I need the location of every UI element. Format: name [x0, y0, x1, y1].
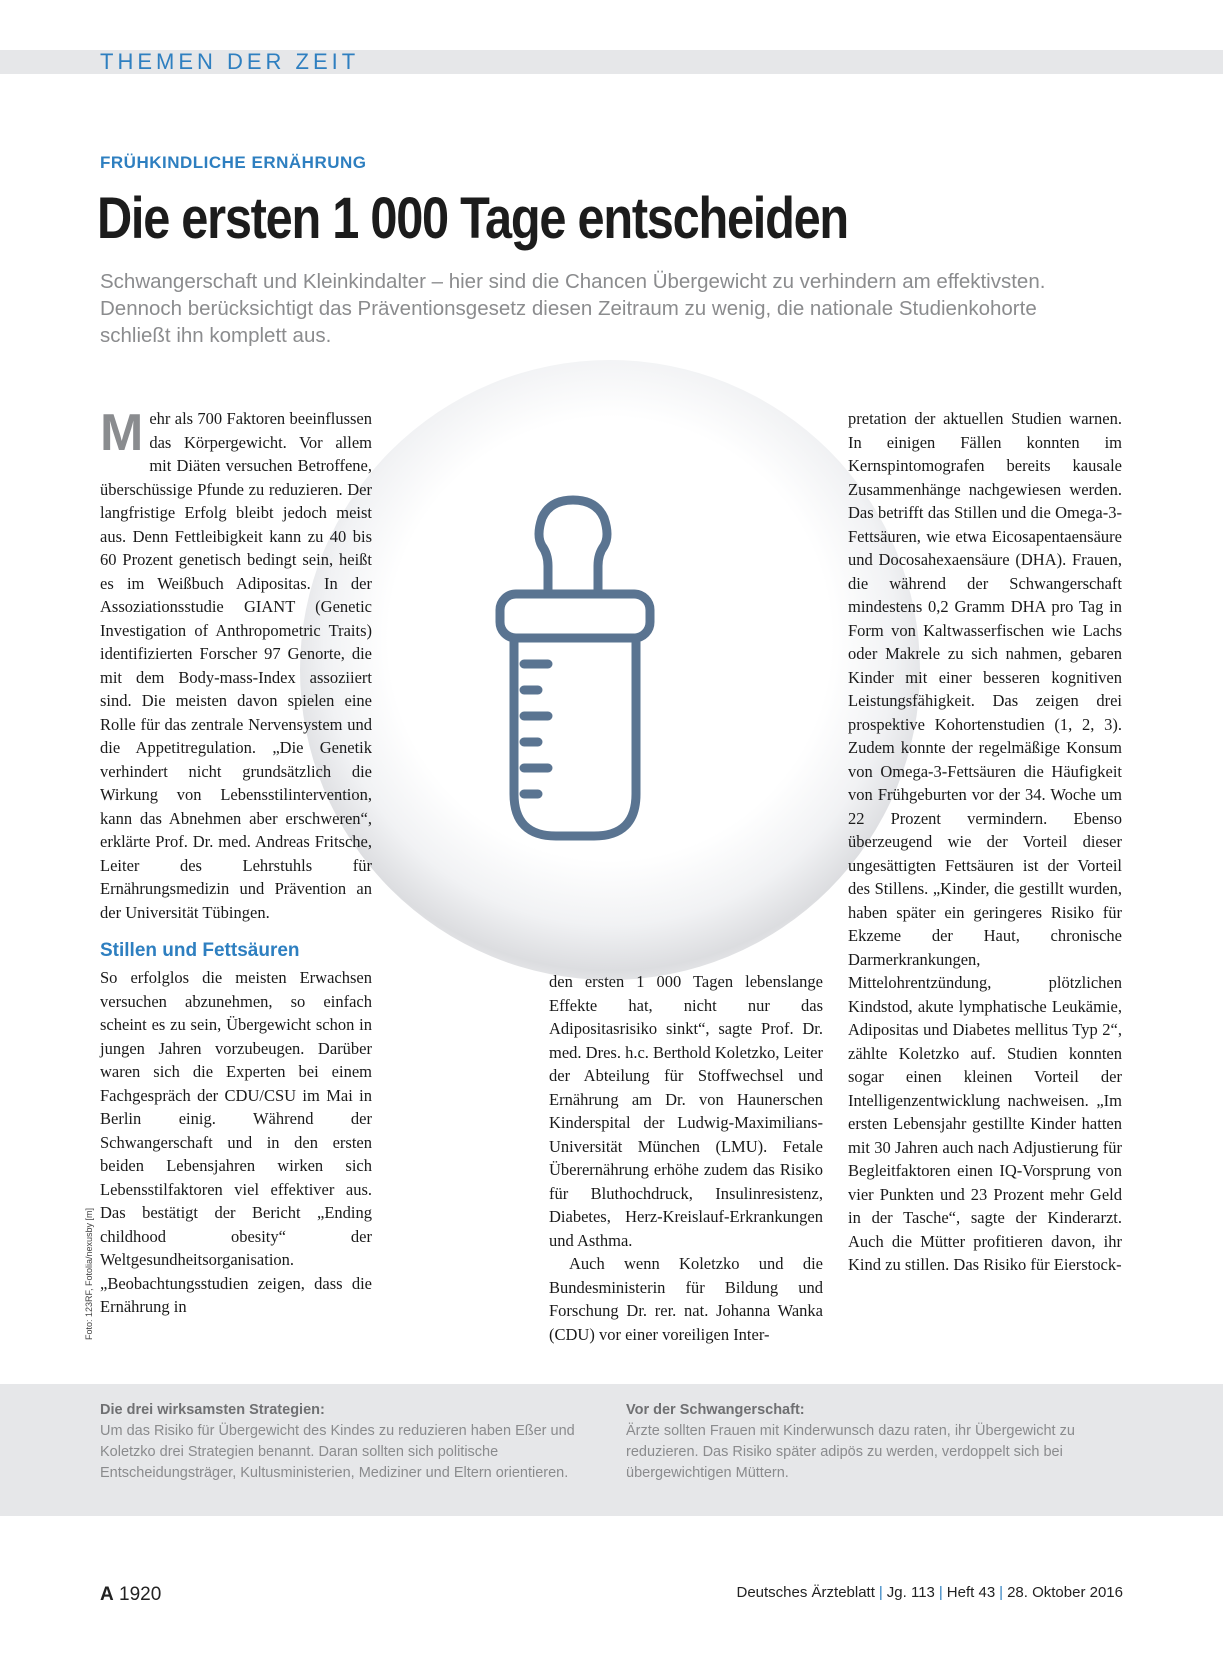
paragraph: den ersten 1 000 Tagen lebenslange Effekte hat, nicht nur das Adipositasrisiko sinkt“, sagte Prof. Dr. med. Dres. h.c. Berthold Koletzko, Leiter der Abteilung für Stoffwechsel und Ernährung am Dr. von Haunerschen Kinderspital der Ludwig-Maximilians-Universität München (LMU). Fetale Überernährung erhöhe zudem das Risiko für Bluthochdruck, Insulinresistenz, Diabetes, Herz-Kreislauf-Erkrankungen und Asthma.: [549, 972, 823, 1250]
journal-name: Deutsches Ärzteblatt: [736, 1584, 875, 1601]
info-box: [0, 1384, 1223, 1516]
journal-info: [736, 1584, 1123, 1601]
divider: |: [938, 1584, 943, 1601]
headline: Die ersten 1 000 Tage entscheiden: [97, 186, 848, 251]
info-left-text: Um das Risiko für Übergewicht des Kindes zu reduzieren haben Eßer und Koletzko drei Strategien benannt. Daran sollten sich politische Entscheidungsträger, Kultusministerien, Mediziner und Eltern orientieren.: [100, 1423, 575, 1481]
column-2: [549, 970, 823, 1346]
paragraph: So erfolglos die meisten Erwachsen versuchen abzunehmen, so einfach scheint es zu sein, Übergewicht schon in jungen Jahren vorzubeugen. Darüber waren sich die Experten bei einem Fachgespräch der CDU/CSU im Mai in Berlin einig. Während der Schwangerschaft und in den ersten beiden Lebensjahren wirken sich Lebensstilfaktoren viel effektiver aus. Das bestätigt der Bericht „Ending childhood obesity“ der Weltgesundheitsorganisation. „Beobachtungsstudien zeigen, dass die Ernährung in: [100, 968, 372, 1316]
page-number: [100, 1584, 161, 1606]
divider: |: [878, 1584, 883, 1601]
page-prefix: A: [100, 1584, 114, 1605]
journal-date: 28. Oktober 2016: [1007, 1584, 1123, 1601]
info-left: [100, 1400, 580, 1484]
column-3: [848, 407, 1122, 1277]
drop-cap: M: [100, 404, 144, 462]
journal-issue: Heft 43: [946, 1584, 996, 1601]
kicker: FRÜHKINDLICHE ERNÄHRUNG: [100, 153, 367, 172]
paragraph: pretation der aktuellen Studien warnen. In einigen Fällen konnten im Kernspintomografen bereits kausale Zusammenhänge nachgewiesen werden. Das betrifft das Stillen und die Omega-3-Fettsäuren, wie etwa Eicosapentaensäure und Docosahexaensäure (DHA). Frauen, die während der Schwangerschaft mindestens 0,2 Gramm DHA pro Tag in Form von Kaltwasserfischen wie Lachs oder Makrele zu sich nahmen, gebaren Kinder mit einer besseren kognitiven Leistungsfähigkeit. Das zeigen drei prospektive Kohortenstudien (1, 2, 3). Zudem konnte der regelmäßige Konsum von Omega-3-Fettsäuren die Häufigkeit von Frühgeburten vor der 34. Woche um 22 Prozent vermindern. Ebenso überzeugend wie der Vorteil dieser ungesättigten Fettsäuren ist der Vorteil des Stillens. „Kinder, die gestillt wurden, haben später ein geringeres Risiko für Ekzeme der Haut, chronische Darmerkrankungen, Mittelohrentzündung, plötzlichen Kindstod, akute lymphatische Leukämie, Adipositas und Diabetes mellitus Typ 2“, zählte Koletzko auf. Studien konnten sogar einen kleinen Vorteil der Intelligenzentwicklung nachweisen. „Im ersten Lebensjahr gestillte Kinder hatten mit 30 Jahren auch nach Adjustierung für Begleitfaktoren einen IQ-Vorsprung von vier Punkten und 23 Prozent mehr Geld in der Tasche“, sagte der Kinderarzt. Auch die Mütter profitieren davon, ihr Kind zu stillen. Das Risiko für Eierstock-: [848, 409, 1122, 1274]
photo-credit: Foto: 123RF, Fotolia/nexusby [m]: [84, 1207, 94, 1340]
paragraph: Auch wenn Koletzko und die Bundesministerin für Bildung und Forschung Dr. rer. nat. Johanna Wanka (CDU) vor einer voreiligen Inter-: [549, 1254, 823, 1344]
info-right-title: Vor der Schwangerschaft:: [626, 1402, 805, 1418]
divider: |: [999, 1584, 1004, 1601]
column-1: [100, 404, 372, 1319]
paragraph-text: ehr als 700 Faktoren beeinflussen das Körpergewicht. Vor allem mit Diäten versuchen Betroffene, überschüssige Pfunde zu reduzieren. Der langfristige Erfolg bleibt jedoch meist aus. Denn Fettleibigkeit kann zu 40 bis 60 Prozent genetisch bedingt sein, heißt es im Weißbuch Adipositas. In der Assoziationsstudie GIANT (Genetic Investigation of Anthropometric Traits) identifizierten Forscher 97 Genorte, die mit dem Body-mass-Index assoziiert sind. Die meisten davon spielen eine Rolle für das zentrale Nervensystem und die Appetitregulation. „Die Genetik verhindert nicht grundsätzlich die Wirkung von Lebensstilintervention, kann das Abnehmen aber erschweren“, erklärte Prof. Dr. med. Andreas Fritsche, Leiter des Lehrstuhls für Ernährungsmedizin und Prävention an der Universität Tübingen.: [100, 409, 372, 922]
deck: Schwangerschaft und Kleinkindalter – hier sind die Chancen Übergewicht zu verhindern am effektivsten. Dennoch berücksichtigt das Präventionsgesetz diesen Zeitraum zu wenig, die nationale Studienkohorte schließt ihn komplett aus.: [100, 270, 1046, 347]
section-label: THEMEN DER ZEIT: [100, 49, 360, 74]
page-number-value: 1920: [119, 1584, 162, 1605]
journal-volume: Jg. 113: [886, 1584, 935, 1601]
info-left-title: Die drei wirksamsten Strategien:: [100, 1402, 325, 1418]
paragraph: [100, 404, 372, 924]
info-right-text: Ärzte sollten Frauen mit Kinderwunsch dazu raten, ihr Übergewicht zu reduzieren. Das Risiko später adipös zu werden, verdoppelt sich bei übergewichtigen Müttern.: [626, 1423, 1075, 1481]
subheading: Stillen und Fettsäuren: [100, 940, 300, 961]
baby-bottle-icon: [490, 494, 660, 844]
section-bar: [0, 50, 1223, 74]
info-right: [626, 1400, 1096, 1484]
